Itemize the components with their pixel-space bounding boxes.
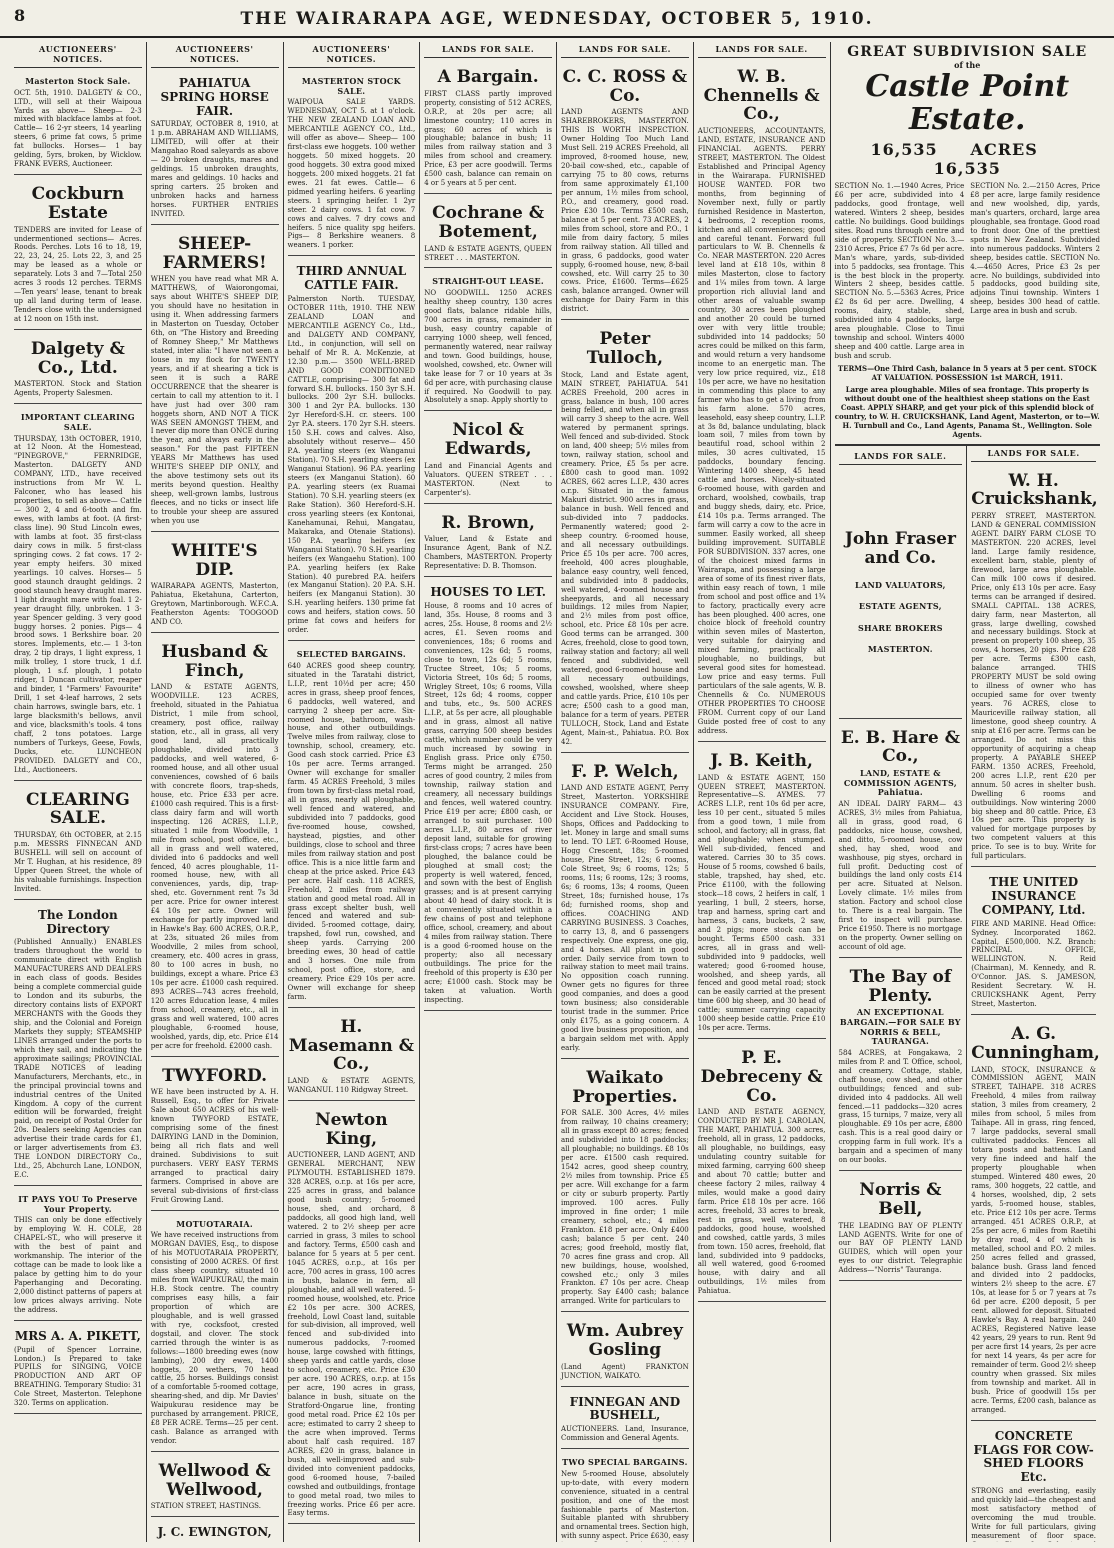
column-heading: LANDS FOR SALE. — [424, 42, 552, 58]
advertisement — [14, 72, 142, 175]
advertisement — [561, 1063, 689, 1312]
hare-ad — [839, 723, 963, 958]
ad-body: OCT. 5th, 1910. DALGETY & CO., LTD., will sell at their Waipoua Yards as above— Sheep— 2-3 mixed with blackface lambs at foot. Cattle— 16 2-yr steers, 14 yearling steers, 6 prime fat cows, 5 prime fat bullocks. Horses— 1 bay gelding, 5yrs, broken, by Wicklow. FRANK EVERS, Auctioneer. — [14, 88, 142, 169]
column-2 — [147, 42, 284, 1542]
ad-body: (Land Agent) FRANKTON JUNCTION, WAIKATO. — [561, 1362, 689, 1380]
sub-column-7 — [835, 446, 968, 1542]
ad-body: AUCTIONEERS. Land, Insurance, Commission and General Agents. — [561, 1425, 689, 1443]
ad-body: WHEN you have read what MR A. MATTHEWS, of Waiorongomai, says about WHITE'S SHEEP DIP, you should have no hesitation in using it. When addressing farmers in Masterton on Tuesday, October 6th, on "The History and Breeding of Romney Sheep," Mr Matthews stated, inter alia: "I have not seen a louse in my flock for TWENTY years, and if at shearing a tick is seen it is such a RARE OCCURRENCE that the shearer is certain to call my attention to it. I have just had over 300 ram hoggets shorn, AND NOT A TICK WAS SEEN AMONGST THEM, and I never dip more than ONCE during the year, and always early in the season." For the past FIFTEEN YEARS Mr Matthews has used WHITE'S SHEEP DIP ONLY, and the above testimony sets out its merits beyond question. Healthy sheep, well-grown lambs, lustrous fleeces, and no ticks or insect life to trouble your sheep are assured when you use — [150, 275, 279, 525]
ad-body: FOR SALE. 300 Acres, 4½ miles from railway, 10 chains creamery; all in grass except 80 acres; fenced and subdivided into 18 paddocks; all ploughable; no buildings. £8 10s per acre. £1500 cash required. 1542 acres, good sheep country, 2½ miles from township. Price £5 per acre. Will exchange for a farm or city or suburb property. Partly improved. 100 acres. Fully improved in fine order; 1 mile creamery, school, etc.; 4 miles Frankton. £18 per acre. Only £400 cash; balance 5 per cent. 240 acres; good freehold, mostly flat, 70 acres fine grass and crop. All new buildings, house, woolshed, cowshed etc.; only 3 miles Frankton. £7 10s per acre. Cheap property. Say £400 cash; balance arranged. Write for particulars to — [561, 1109, 689, 1306]
advertisement — [151, 229, 279, 532]
castle-point-section — [831, 42, 1105, 1542]
ad-title: Husband & Finch, — [161, 642, 268, 681]
ad-title: Nicol & Edwards, — [444, 420, 532, 460]
ad-body: LAND & ESTATE AGENTS, QUEEN STREET . . . MASTERTON. — [424, 244, 552, 262]
advertisement — [14, 1325, 142, 1414]
acres-right: 16,535 — [933, 159, 1001, 178]
fraser-line-1: LAND VALUATORS, — [855, 579, 946, 590]
advertisement — [424, 508, 552, 578]
advertisement — [971, 871, 1096, 1015]
advertisement — [288, 1105, 416, 1524]
column-1 — [10, 42, 147, 1542]
acres-word: ACRES — [970, 140, 1038, 159]
column-heading: LANDS FOR SALE. — [971, 446, 1096, 462]
ad-title: Cochrane & Botement, — [432, 203, 545, 242]
lands-heading-7: LANDS FOR SALE. — [839, 449, 963, 465]
ad-title: P. E. Debreceny & Co. — [700, 1048, 823, 1106]
ad-title: FINNEGAN AND BUSHELL, — [569, 1394, 681, 1423]
ad-body: LAND AND ESTATE AGENCY, CONDUCTED BY MR J. CAROLAN, THE MART, PAHIATUA. 300 acres, freehold, all in grass, 12 paddocks, all ploughable, no buildings, easy undulating country suitable for mixed farming, carrying 600 sheep and about 70 cattle; butter and cheese factory 2 miles, railway 4 miles, would make a good dairy farm. Price £18 10s per acre. 166 acres, freehold, 33 acres to break, rest in grass, well watered, 8 paddocks, good house, woolshed and cowshed, cattle yards, 3 miles from town. 150 acres, freehold, flat land, subdivided into 9 paddocks, all well watered, good 6-roomed house, with dairy and all outbuildings, 1½ miles from Pahiatua. — [697, 1108, 826, 1296]
ad-title: Masterton Stock Sale. — [25, 76, 131, 86]
ad-body: LAND & ESTATE AGENT, 150 QUEEN STREET, MASTERTON. Representative—S. AYMES. 77 ACRES L.I.P., rent 10s 6d per acre, less 10 per cent., situated 5 miles from a good town, 1 mile from school, and factory; all in grass, flat and ploughable; when stumped. Well sub-divided, fenced and watered. Carries 30 to 35 cows. House of 5 rooms, cowshed 6 bails, stable, trapshed, hay shed, etc. Price £1100, with the following stock—18 cows, 2 heifers in calf, 1 yearling, 1 bull, 2 steers, horse, trap and harness, spring cart and harness, 3 cans, buckets, 2 saw, and 2 pigs; more stock can be bought. Terms £500 cash. 331 acres, all in grass and well-subdivided into 9 paddocks, well watered; good 6-roomed house, woolshed, and sheep yards, all fenced and good metal road; stock can be easily carried at the present time 600 big sheep, and 30 head of cattle; summer carrying capacity 1000 sheep beside cattle. Price £10 10s per acre. Terms. — [697, 773, 826, 1033]
ad-title: W. B. Chennells & Co., — [703, 67, 820, 125]
ad-body: (Published Annually.) ENABLES traders throughout the world to communicate direct with English MANUFACTURERS AND DEALERS in each class of goods. Besides being a complete commercial guide to London and its suburbs, the directory contains lists of EXPORT MERCHANTS with the Goods they ship, and the Colonial and Foreign Markets they supply; STEAMSHIP LINES arranged under the ports to which they sail, and indicating the approximate sailings; PROVINCIAL TRADE NOTICES of leading Manufacturers, Merchants, etc., in the principal provincial towns and industrial centres of the United Kingdom. A copy of the current edition will be forwarded, freight paid, on receipt of Postal Order for 20s. Dealers seeking Agencies can advertise their trade cards for £1, or larger advertisements from £3. THE LONDON DIRECTORY Co., Ltd., 25, Abchurch Lane, LONDON, E.C. — [14, 938, 142, 1180]
advertisement — [151, 1061, 279, 1211]
column-4 — [420, 42, 557, 1542]
bay-sub: AN EXCEPTIONAL BARGAIN.—FOR SALE BY NORRIS & BELL, TAURANGA. — [839, 1007, 961, 1047]
ad-title: PAHIATUA SPRING HORSE FAIR. — [160, 76, 269, 118]
advertisement — [14, 1190, 142, 1321]
banner-sections-b: SECTION No. 2.—2150 Acres, Price £8 per acre, large family residence and new woolshed, dip, yards, man's quarters, orchard, large area ploughable, sea frontage. Good road to front door. One of the prettiest spots in New Zealand. Subdivided into numerous paddocks. Winters 2 sheep, besides cattle. SECTION No. 4.—4650 Acres, Price £3 2s per acre. No buildings, subdivided into 5 paddocks, good building site, adjoins Tinui township. Winters 1 sheep, besides 300 head of cattle. Large area in bush and scrub. — [970, 182, 1100, 316]
ad-body: Valuer, Land & Estate and Insurance Agent, Bank of N.Z. Chambers, MASTERTON. Property Representative: D. B. Thomson. — [424, 535, 552, 571]
ad-body: PERRY STREET, MASTERTON. LAND & GENERAL COMMISSION AGENT. DAIRY FARM CLOSE TO MASTERTON. 220 ACRES, level land. Large family residence, excellent barn, stable, plenty of firewood, large area ploughable. Can milk 100 cows if desired. Price, only £13 10s per acre. Easy terms can be arranged if desired. SMALL CAPITAL. 138 ACRES, dairy farm, near Masterton, all grass, large dwelling, cowshed and necessary buildings. Stock at present on property 100 sheep, 35 cows, 4 horses, 20 pigs. Price £28 per acre. Terms £300 cash, balance arranged. THIS PROPERTY MUST be sold owing to illness of owner who has occupied same for over twenty years. 76 ACRES, close to Mauriceville railway station, all limestone, good sheep country. A snip at £16 per acre. Terms can be arranged. Do not miss this opportunity of acquiring a cheap property. A PAYABLE SHEEP FARM. 1350 ACRES, Freehold, 200 acres L.I.P., rent £20 per annum. 50 acres in shelter bush. Dwelling 6 rooms and outbuildings. Now wintering 2000 big sheep and 80 cattle. Price, £3 10s per acre. This property is valued for mortgage purposes by two competent valuers at this price. To see is to buy. Write for full particulars. — [971, 512, 1096, 861]
ad-title: HOUSES TO LET. — [430, 585, 546, 600]
ad-title: Peter Tulloch, — [586, 329, 664, 368]
ad-body: WAIPOUA SALE YARDS. WEDNESDAY, OCT 5. at 1 o'clock. THE NEW ZEALAND LOAN AND MERCANTILE AGENCY CO., Ltd., will offer as above— Sheep— 100 first-class ewe hoggets. 100 wether hoggets. 50 mixed hoggets. 20 good hoggets. 30 extra good mixed hoggets. 200 mixed hoggets. 21 fat ewes. 21 fat ewes. Cattle— 6 pidmed yearling heifers. 6 yearling steers. 1 springing heifer. 1 2yr steer. 2 dairy cows. 1 fat cow. 7 cows and calves. 7 dry cows and heifers. 5 nice quality spg heifers. Pigs— 8 Berkshire weaners. 8 weaners. 1 porker. — [287, 98, 416, 250]
hare-sub: LAND, ESTATE & COMMISSION AGENTS, Pahiatua. — [843, 768, 957, 798]
ad-title: C. C. ROSS & Co. — [562, 67, 688, 106]
ad-title: IT PAYS YOU To Preserve Your Property. — [18, 1194, 138, 1214]
ad-title: MASTERTON STOCK SALE. — [301, 76, 401, 96]
advertisement — [151, 637, 279, 1056]
advertisement — [14, 179, 142, 330]
advertisement — [151, 72, 279, 225]
advertisement — [424, 415, 552, 503]
column-heading: LANDS FOR SALE. — [561, 42, 689, 58]
ad-body: AUCTIONEER, LAND AGENT, AND GENERAL MERCHANT, NEW PLYMOUTH. ESTABLISHED 1879. 328 ACRES, o.r.p. at 16s per acre, 225 acres in grass, and balance good bush country; 5-roomed house, shed, and orchard, 8 paddocks, all good high land, well watered. 2 to 2½ sheep per acre carried in grass, 3 miles to school and factory. Terms, £500 cash and balance for 5 years at 5 per cent. 1045 ACRES, o.r.p., at 16s per acre, 700 acres in grass, 100 acres in bush, balance in fern, all ploughable, and all well watered. 5-roomed house, woolshed, etc. Price £2 10s per acre. 300 ACRES, freehold, Lowl Coast land, suitable for sub-division, all improved, well fenced and sub-divided into numerous paddocks, 7-roomed house, large cowshed with fittings, sheep yards and cattle yards, close to school, creamery, etc. Price £30 per acre. 190 ACRES, o.r.p. at 15s per acre, 190 acres in grass, balance in bush, situate on the Stratford-Ongarue line, fronting good metal road. Price £2 10s per acre; estimated to carry 2 sheep to the acre when improved. Terms about half cash required. 187 ACRES, £20 in grass, balance in bush, all well-improved and sub-divided into convenient paddocks, good 6-roomed house, 7-bailed cowshed and outbuildings, frontage to good metal road, two miles to freezing works. Price £6 per acre. Easy terms. — [287, 1151, 416, 1518]
ad-title: Newton King, — [315, 1109, 388, 1149]
ad-body: SATURDAY, OCTOBER 8, 1910, at 1 p.m. ABRAHAM AND WILLIAMS, LIMITED, will offer at their Mangahao Road saleyards as above— 20 broken draughts, mares and geldings. 15 unbroken draughts, mares and geldings. 10 hacks and spring carters. 25 broken and unbroken hacks and harness horses. FURTHER ENTRIES INVITED. — [150, 120, 279, 218]
ad-title: A. G. Cunningham, — [971, 1024, 1100, 1063]
advertisement — [424, 198, 552, 268]
ad-body: MASTERTON. Stock and Station Agents, Property Salesmen. — [14, 380, 142, 398]
ad-body: (Pupil of Spencer Lorraine, London.) Is Prepared to take PUPILS for SINGING, VOICE PRODUCTION AND ART OF BREATHING. Temporary Studio: 31 Cole Street, Masterton. Telephone 320. Terms on application. — [14, 1345, 142, 1408]
advertisement — [151, 536, 279, 633]
fraser-line-4: MASTERTON. — [867, 644, 933, 655]
ad-body: Palmerston North. TUESDAY, OCTOBER 11th, 1910. THE NEW ZEALAND LOAN and MERCANTILE AGENCY Co., Ltd., and DALGETY AND COMPANY, Ltd., in conjunction, will sell on behalf of Mr R. A. McKenzie, at 12.30 p.m.— 3500 WELL-BRED AND GOOD CONDITIONED CATTLE, comprising— 300 fat and forward S.H. bullocks. 150 3yr S.H. bullocks. 200 2yr S.H. bullocks. 300 1 and 2yr P.A. bullocks. 130 2yr Hereford-S.H. cr. steers. 100 2yr P.A. steers. 170 2yr S.H. steers. 150 S.H. cows and calves. Also, absolutely without reserve— 450 P.A. yearling steers (ex Wanganui Station). 70 S.H. yearling steers (ex Wanganui Station). 96 P.A. yearling steers (ex Manganui Station). 60 P.A. yearling steers (ex Ruamai Station). 70 S.H. yearling steers (ex Rake Station). 360 Hereford-S.H. cross yearling steers (ex Kontonai, Kanehamunai, Rehui, Mangatau, Makaraka, and Otenaie Stations). 150 P.A. yearling heifers (ex Wanganui Station). 70 S.H. yearling heifers (ex Wangaehu Station). 100 P.A. yearling heifers (ex Rake Station). 40 purebred P.A. heifers (ex Manganui Station). 20 P.A. S.H. heifers (ex Manganui Station). 30 S.H. yearling heifers. 130 prime fat cows and heifers, station cows. 50 prime fat cows and heifers for order. — [287, 294, 416, 635]
ad-body: WAIRARAPA AGENTS, Masterton, Pahiatua, Eketahuna, Carterton, Greytown, Martinborough. W.F.C.A. Featherston Agents: TOOGOOD AND CO. — [150, 582, 279, 627]
bay-title: The Bay of Plenty. — [849, 967, 952, 1006]
advertisement — [14, 904, 142, 1186]
advertisement — [151, 1521, 279, 1542]
ad-title: MOTUOTARAIA. — [176, 1218, 253, 1229]
advertisement — [561, 324, 689, 752]
advertisement — [698, 746, 826, 1039]
ad-title: MRS A. A. PIKETT, — [14, 1328, 141, 1343]
ad-title: J. B. Keith, — [710, 750, 813, 771]
ad-title: F. P. Welch, — [571, 761, 679, 782]
column-heading: AUCTIONEERS' NOTICES. — [151, 42, 279, 68]
banner-title-top: GREAT SUBDIVISION SALE — [847, 44, 1088, 60]
ad-body: FIRE AND MARINE. Head Office: Sydney. Incorporated 1862. Capital, £500,000. N.Z. Branch: PRINCIPAL OFFICE, WELLINGTON. N. Reid (Chairman), M. Kennedy, and R. O'Connor. JAS. S. JAMESON, Resident Secretary. W. H. CRUICKSHANK Agent, Perry Street, Masterton. — [971, 919, 1096, 1009]
ad-title: Wm. Aubrey Gosling — [566, 1321, 683, 1361]
ad-body: THIS can only be done effectively by employing W. H. COLE, 28 CHAPEL-ST., who will preserve it with the best of paint and workmanship. The interior of the cottage can be made to look like a palace by getting him to do your Paperhanging and Decorating. 2,000 distinct patterns of papers at low prices always arriving. Note the address. — [14, 1216, 142, 1314]
newspaper-title: THE WAIRARAPA AGE, WEDNESDAY, OCTOBER 5, 1910. — [240, 9, 874, 29]
bay-text: 584 ACRES, at Fongakawa, 2 miles from P. and T. Office, school, and creamery. Cottage, stable, chaff house, cow shed, and other outbuildings; fenced and sub-divided into 4 paddocks. All well fenced.—11 paddocks—320 acres grass, 15 turnips, 7 maize, very all ploughable. £9 10s per acre, £800 cash. This is a real good dairy or cropping farm in full work. It's a bargain and a specimen of many on our books. — [838, 1048, 963, 1165]
column-5 — [557, 42, 694, 1542]
advertisement — [288, 645, 416, 1008]
advertisement — [561, 1316, 689, 1386]
acres-row — [835, 140, 1101, 178]
norris-ad — [839, 1175, 963, 1281]
fraser-line-2: ESTATE AGENTS, — [858, 601, 942, 612]
page-number: 8 — [14, 6, 26, 25]
ad-body: LAND AND ESTATE AGENT, Perry Street, Masterton. YORKSHIRE INSURANCE COMPANY. Fire, Accident and Live Stock. Houses, Shops, Offices and Paddocking to let. Money in large and small sums to lend. TO LET. 6-Roomed House, Hogg Crescent, 18s; 5-roomed house, Pine Street, 12s; 6 rooms, Cole Street, 9s; 6 rooms, 12s; 5 rooms, 11s; 6 rooms, 12s; 3 rooms, 6s; 6 rooms, 13s; 4 rooms, Queen Street, 18s; furnished house, 17s 6d; furnished rooms, shop and offices. COACHING AND CARRYING BUSINESS. 3 Coaches, to carry 13, 8, and 6 passengers respectively. One express, one gig, and 4 horses. All plant in good order. Daily service from town to railway station to meet mail trains. No opposition coach running. Owner gets no figures for three good companies, and does a good town business; also considerable tourist trade in the summer. Price only £175, as a going concern. A good live business proposition, and a bargain seldom met with. Apply early. — [561, 784, 689, 1053]
advertisement — [14, 334, 142, 404]
advertisement — [561, 757, 689, 1059]
norris-title: Norris & Bell, — [859, 1180, 942, 1219]
advertisement — [151, 1215, 279, 1452]
advertisement — [698, 1043, 826, 1302]
ad-body: LAND & ESTATE AGENTS, WOODVILLE. 123 ACRES, freehold, situated in the Pahiatua District, 1 mile from school, creamery, post office, railway station, etc., all in grass, all very good land, all practically ploughable, divided into 3 paddocks, and well watered, 6-roomed house, and all other usual conveniences, cowshed of 6 bails with concrete floors, trap-sheds, house, etc. Price £33 per acre. £1000 cash required. This is a first-class dairy farm and will worth inspecting. 126 ACRES, L.I.P., situated 1 mile from Woodville, 1 mile from school, post office, etc., all in grass and well watered, divided into 6 paddocks and well fenced, 40 acres ploughable, 11-roomed house, new, with all conveniences, yards, dip, trap-shed, etc. Government rent 7s 3d per acre. Price for owner interest £4 10s per acre. Owner will exchange for partly improved land in Hawke's Bay. 600 ACRES, O.R.P., at 23s, situated 26 miles from Woodville, 2 miles from school, creamery, etc. 400 acres in grass, 80 to 100 acres in bush, no buildings, except a whare. Price £3 10s per acre. £1000 cash required. 893 ACRES—743 acres freehold, 120 acres Education lease, 4 miles from school, creamery, etc., all in grass and well watered, 100 acres ploughable, 6-roomed house, woolshed, yards, dip, etc. Price £14 per acre for freehold. £2000 cash. — [150, 683, 279, 1050]
advertisement — [561, 1453, 689, 1542]
column-heading: LANDS FOR SALE. — [698, 42, 826, 58]
advertisement — [561, 62, 689, 320]
ad-body: Stock, Land and Estate agent, MAIN STREET, PAHIATUA. 541 ACRES Freehold, 200 acres in grass, balance in bush, 100 acres being felled, and when all in grass will carry 3 sheep to the acre. Well watered by permanent springs. Well fenced and sub-divided. Stock on land, 400 sheep; 5½ miles from town, railway station, school and creamery. Price, £5 5s per acre. £800 cash to good man. 1092 ACRES, 662 acres L.I.P., 430 acres o.r.p. Situated in the famous Makuri district. 900 acres in grass, balance in bush. Well fenced and sub-divided into 7 paddocks. Permanently watered; good 2-sheep country. 6-roomed house, and all necessary outbuildings. Price £5 10s per acre. 700 acres, freehold, 400 acres ploughable, balance easy country, well fenced, and subdivided into 8 paddocks, well watered, 4-roomed house and sheepyards, and all necessary buildings. 12 miles from Napier, and 2½ miles from post office, school, etc. Price £8 10s per acre. Good terms can be arranged. 300 Acres, freehold, close to good town, railway station and factory; all well fenced and subdivided, well watered, good 6-roomed house and all necessary outbuildings, cowshed, woolshed, where sheep and cattle yards. Price, £10 10s per acre; £500 cash to a good man, balance for a term of years. PETER TULLOCH, Stock, Land and Estate Agent, Main-st., Pahiatua. P.O. Box 42. — [561, 370, 689, 746]
ad-body: STRONG and everlasting, easily and quickly laid—the cheapest and most satisfactory method of overcoming the mud trouble. Write for full particulars, giving measurement of floor space. — [971, 1486, 1096, 1540]
advertisement — [698, 62, 826, 742]
banner-of: of the — [954, 60, 981, 70]
ad-body: We have received instructions from MORGAN DAVIES, Esq., to dispose of his MOTUOTARAIA PROPERTY, consisting of 2000 ACRES. Of first class sheep country, situated 10 miles from WAIPUKURAU, the main H.B. Stock centre. The country comprises easy hills, a fair proportion of which are ploughable, and is well grassed with rye, cocksfoot, crested dogstail, and clover. The stock carried through the winter is as follows:—1800 breeding ewes (now lambing), 200 dry ewes, 1400 hoggets, 20 wethers, 70 head cattle, 25 horses. Buildings consist of a comfortable 5-roomed cottage, shearing-shed, and dip. Mr Davies' Waipukurau residence may be purchased by arrangement. PRICE, £8 PER ACRE. Terms—25 per cent. cash. Balance as arranged with vendor. — [150, 1231, 279, 1446]
ad-title: Dalgety & Co., Ltd. — [30, 339, 125, 378]
norris-text: THE LEADING BAY OF PLENTY LAND AGENTS. Write for one of our BAY OF PLENTY LAND GUIDES, which will open your eyes to our district. Telegraphic Address—"Norris" Tauranga. — [838, 1221, 963, 1275]
ad-body: New 5-roomed House, absolutely up-to-date, with every modern convenience, situated in a central position, and one of the most fashionable parts of Masterton. Suitable planted with shrubbery and ornamental trees. Section high, with sunny aspect. Price £630, easy — [561, 1469, 689, 1541]
fraser-title: John Fraser and Co. — [844, 529, 956, 568]
columns — [10, 42, 1104, 1542]
ad-title: THIRD ANNUAL CATTLE FAIR. — [296, 264, 407, 293]
ad-title: W. H. Cruickshank, — [971, 470, 1098, 510]
ad-title: TWO SPECIAL BARGAINS. — [562, 1457, 688, 1468]
ad-body: NO GOODWILL. 1250 ACRES healthy sheep country, 130 acres good flats, balance ridable hills, 700 acres in grass, remainder in bush, easy country capable of carrying 1000 sheep, well fenced, permanently watered, near railway and town. Good buildings, house, woolshed, cowshed, etc. Owner will take lease for 7 or 10 years at 3s 6d per acre, with purchasing clause if required. No Goodwill to pay. Absolutely a snap. Apply shortly to — [424, 289, 552, 405]
masthead — [0, 0, 1114, 38]
ad-body: House, 8 rooms and 10 acres of land, 35s. House, 8 rooms and 3 acres, 25s. House, 8 rooms and 2½ acres, £1. Seven rooms and conveniences, 18s; 6 rooms and conveniences, 12s 6d; 5 rooms, close to town, 12s 6d; 5 rooms, Tructee Street, 10s; 5 rooms, Victoria Street, 10s 6d; 5 rooms, Wrigley Street, 10s; 6 rooms, Villa Street, 12s 6d; 4 rooms, copper and tubs, etc., 9s. 500 ACRES L.I.P., at 5s per acre, all ploughable and in grass, almost all native grass, carrying 500 sheep besides cattle, which number could be very much increased by sowing in English grass. Price only £750. Terms might be arranged. 250 acres of good country, 2 miles from township, railway station and creamery, all necessary buildings and fences, well watered country. Price £19 per acre; £800 cash, or arranged to suit purchaser. 100 acres L.I.P., 80 acres of river deposit land, suitable for growing first-class crops; 7 acres have been ploughed, the balance could be ploughed at small cost; the property is well watered, fenced, and sown with the best of English grasses; and is at present carrying about 40 head of dairy stock. It is at conveniently situated within a few chains of post and telephone office, school, creamery, and about 4 miles from railway station. There is a good 6-roomed house on the property; also all necessary outbuildings. The price for the freehold of this property is £30 per acre; £1000 cash. Stock may be taken at valuation. Worth inspecting. — [424, 601, 552, 1004]
column-heading: AUCTIONEERS' NOTICES. — [288, 42, 416, 68]
ad-title: THE UNITED INSURANCE COMPANY, Ltd. — [981, 875, 1086, 917]
sub-column-8 — [967, 446, 1100, 1542]
banner-footer: Large area ploughable. Miles of sea frontage. This property is without doubt one of the healthiest sheep stations on the East Coast. APPLY SHARP, and get your pick of this splendid block of country, to W. H. CRUICKSHANK, Land Agent, Masterton, or to—W. H. Turnbull and Co., Land Agents, Panama St., Wellington. Sole Agents. — [834, 384, 1100, 439]
ad-title: CONCRETE FLAGS FOR COW-SHED FLOORS Etc. — [973, 1428, 1094, 1485]
ad-body: Land and Financial Agents and Valuators. QUEEN STREET . . . MASTERTON. (Next to Carpenter's). — [424, 461, 552, 497]
advertisement — [561, 1391, 689, 1450]
castle-point-banner — [835, 44, 1101, 446]
column-6 — [694, 42, 831, 1542]
ad-body: LAND & ESTATE AGENTS, WANGANUI. 110 Ridgway Street. — [287, 1077, 416, 1095]
banner-terms: TERMS—One Third Cash, balance in 5 years at 5 per cent. STOCK AT VALUATION. POSSESSION 1st MARCH, 1911. — [837, 364, 1097, 383]
column-heading: AUCTIONEERS' NOTICES. — [14, 42, 142, 68]
ad-title: TWYFORD. — [162, 1065, 268, 1086]
advertisement — [288, 260, 416, 641]
advertisement — [971, 1019, 1100, 1421]
ad-title: J. C. EWINGTON, — [157, 1525, 272, 1540]
ad-body: STATION STREET, HASTINGS. — [150, 1502, 261, 1511]
ad-body: FIRST CLASS partly improved property, consisting of 512 ACRES, O.R.P., at 20s per acre; all limestone country; 110 acres in grass; 60 acres of which is ploughable; balance in bush; 11 miles from railway station and 3 miles from school and creamery. Price, £3 per acre goodwill. Terms £500 cash, balance can remain on 4 or 5 years at 5 per cent. — [424, 89, 552, 188]
ad-title: Waikato Properties. — [572, 1067, 678, 1107]
ad-title: A Bargain. — [437, 67, 539, 87]
ad-title: Wellwood & Wellwood, — [158, 1461, 271, 1500]
advertisement — [14, 408, 142, 780]
ad-title: CLEARING SALE. — [25, 789, 130, 829]
column-3 — [284, 42, 421, 1542]
ad-body: THURSDAY, 13th OCTOBER, 1910, at 12 Noon. At the Homestead, "PINEGROVE," FERNRIDGE, Masterton. DALGETY AND COMPANY, LTD., have received instructions from Mr W. L. Falconer, who has leased his properties, to sell as above— Cattle— 300 2, 4 and 6-tooth and fm. ewes, with lambs at foot. (A first-class line). 90 Stud Lincoln ewes, with lambs at foot. 35 first-class dairy cows in milk. 5 first-class springing cows. 2 fat cows. 17 2-year empty heifers. 30 mixed yearlings. 10 calves. Horses— 5 good staunch draught geldings. 2 good staunch heavy draught mares. 1 light draught mare with foal. 1 2-year draught filly, unbroken. 1 3-year Spencer gelding. 3 very good buggy horses. 2 ponies. Pigs— 4 brood sows. 1 Berkshire boar. 20 stores. Implements, etc.— 1 3-ton dray, 2 tip drays, 1 light express, 1 milk trolley, 1 store truck, 1 d.f. plough, 1 s.f. plough, 1 potato ridger, 1 Duncan cultivator, reaper and binder, 1 "Farmers' Favourite" Drill, 1 set 4-leaf harrows, 2 sets chain harrows, swingle bars, etc. 1 large blacksmith's bellows, anvil and vice, blacksmith's tools. 4 tons chaff, 2 tons potatoes. Large numbers of Turkeys, Geese, Fowls, Ducks, etc. LUNCHEON PROVIDED. DALGETY and CO., Ltd., Auctioneers. — [14, 434, 142, 774]
fraser-ad — [839, 469, 963, 719]
banner-title-main: Castle Point Estate. — [865, 69, 1070, 137]
ad-title: The London Directory — [37, 907, 118, 936]
hare-text: AN IDEAL DAIRY FARM— 43 ACRES, 3½ miles from Pahiatua, all in grass, good road, 6 paddocks, nice house, cowshed, and ditto, 5-roomed house, cow shed, hay shed, wood and washhouse, pig styes, orchard in full profit. Deducting cost of buildings the land only costs £14 per acre. Situated at Nelson. Lovely climate. 1½ miles from station. Factory and school close to. There is a real bargain. The first to inspect will purchase. Price £1950. There is no mortgage on the property. Owner selling on account of old age. — [838, 799, 963, 952]
advertisement — [288, 72, 416, 256]
advertisement — [288, 1012, 416, 1101]
ad-title: R. Brown, — [441, 512, 535, 533]
ad-title: IMPORTANT CLEARING SALE. — [20, 412, 135, 432]
banner-sections-a: SECTION No. 1.—1940 Acres, Price £6 per acre, subdivided into 4 paddocks, good frontage, well watered. Winters 2 sheep, besides cattle. No buildings. Good buildings sites. Road runs through centre and side of property. SECTION No. 3.—2310 Acres, Price £7 7s 6d per acre. Man's whare, yards, sub-divided into 5 paddocks, sea frontage. This is the best block in the property. Winters 2 sheep, besides cattle. SECTION No. 5.—5363 Acres, Price £2 8s 6d per acre. Dwelling, 4 rooms, dairy, stable, shed, subdivided into 4 paddocks, large area ploughable. Close to Tinui township and school. Winters 4000 sheep and 400 cattle. Large area in bush and scrub. — [834, 182, 965, 361]
ad-title: WHITE'S DIP. — [171, 540, 258, 580]
ad-body: LAND, STOCK, INSURANCE & COMMISSION AGENT, MAIN STREET, TAIHAPE. 318 ACRES Freehold, 4 miles from railway station, 3 miles from creamery, 2 miles from school, 5 miles from Taihape. All in grass, ring fenced, 7 large paddocks, several small cultivated paddocks. Fences all totara posts and battens. Land very fine indeed and half the property ploughable when stumped. Wintered 480 ewes, 20 rams, 300 hoggets, 22 cattle, and 4 horses, woolshed, dip, 2 sets yards, 5-roomed house, stables, etc. Price £12 10s per acre. Terms arranged. 451 ACRES O.R.P., at 25s per acre, 6 miles from Raetihi by dray road, 4 of which is metalled, school and P.O. 2 miles. 250 acres felled and grassed, balance bush. Grass land fenced and divided into 2 paddocks, winters 2½ sheep to the acre. £7 10s, at lease for 5 or 7 years at 7s 6d per acre. £200 deposit, 5 per cent. allowed for deposit. Situated Hawke's Bay. A real bargain. 240 ACRES, Registered Native lease 42 years, 29 years to run. Rent 9d per acre first 14 years, 2s per acre for next 14 years, 4s per acre for remainder of term. Good 2½ sheep country when grassed. Six miles from township and market. All in bush. Price of goodwill 15s per acre. Terms, £200 cash, balance as arranged. — [971, 1065, 1096, 1414]
ad-body: AUCTIONEERS, ACCOUNTANTS, LAND, ESTATE, INSURANCE AND FINANCIAL AGENTS. PERRY STREET, MASTERTON. The Oldest Established and Principal Agency in the Wairarapa. FURNISHED HOUSE WANTED. FOR two months, from beginning of November next, fully or partly furnished Residence in Masterton, 4 bedrooms, 2 reception rooms, kitchen and all conveniences; good and careful tenant. Forward full particulars to W. B. Chennells & Co. NEAR MASTERTON. 220 Acres level land at £18 10s, within 8 miles Masterton, close to factory and 1¼ miles from town. A large proportion rich alluvial land and other areas of valuable swamp country, 30 acres been ploughed and another 20 could be turned over with very little trouble; subdivided into 14 paddocks; 50 acres could be milked on this farm, and would return a very handsome income to an energetic man. The very low price required, viz., £18 10s per acre, we have no hesitation in commending this place to any farmer who has to get a living from his farm alone. 570 acres, leasehold, easy sheep country, L.I.P. at 3s 8d, balance undulating, black loam soil, 7 miles from town by beautiful road, school within 2 miles, 30 acres cultivated, 15 paddocks, boundary fencing. Wintering 1400 sheep, 45 head cattle and horses. Nicely-situated 6-roomed house, with garden and orchard, woolshed, cowbails, trap and buggy sheds, dairy, etc. Price, £14 10s p.a. Terms arranged. The farm will carry a cow to the acre in summer. Easily worked, all sheep building improvement. SUITABLE FOR SUBDIVISION. 337 acres, one of the choicest mixed farms in Wairarapa, and possessing a large area of some of its finest river flats, within easy reach of town, 1 mile from school and post office and 1¾ to factory, practically every acre has been ploughed. 400 acres, one choice block of freehold country within seven miles of Masterton, very suitable for dairying and mixed farming, practically all ploughable, no buildings, but several good sites for homestead. Low price and easy terms. Full particulars of the sale agents, W. B. Chennells & Co. NUMEROUS OTHER PROPERTIES TO CHOOSE FROM. Current copy of our Land Guide posted free of cost to any address. — [697, 127, 826, 735]
advertisement — [971, 466, 1096, 868]
advertisement — [424, 272, 552, 411]
advertisement — [424, 62, 552, 194]
advertisement — [424, 581, 552, 1011]
ad-title: STRAIGHT-OUT LEASE. — [432, 276, 544, 287]
ad-body: LAND AGENTS AND SHAREBROKERS, MASTERTON. THIS IS WORTH INSPECTION. Owner Holding Too Much Land Must Sell. 219 ACRES Freehold, all improved, 8-roomed house, new, 20-bail cow-shed, etc., capable of carrying 75 to 80 cows, returns from same approximately £1,100 per annum, 1½ miles from school, P.O., and creamery, good road. Price £30 10s. Terms £500 cash, balance at 5 per cent. 73 ACRES, 2 miles from school, store and P.O., 1 mile from dairy factory, 5 miles from railway station. All tilled and in grass, 6 paddocks, good water supply, 6-roomed house, new, 8-bail cowshed, etc. Will carry 25 to 30 cows. Price, £1600. Terms—£625 cash, balance arranged. Owner will exchange for Dairy Farm in this district. — [561, 108, 689, 314]
bay-ad — [839, 962, 963, 1171]
ad-body: TENDERS are invited for Lease of undermentioned sections— Acres. Roods. Perches. Lots 16 to 18, 19, 22, 23, 24, 25. Lots 22, 3, and 25 may be leased as a whole or separately. Lots 3 and 7—Total 250 acres 3 roods 12 perches. TERMS—Ten years' lease, tenant to break up all land during term of lease. Tenders close with the undersigned at 12 noon on 15th inst. — [14, 225, 142, 324]
advertisement — [14, 785, 142, 900]
ad-body: THURSDAY, 6th OCTOBER, at 2.15 p.m. MESSRS FINNECAN AND BUSHELL will sell on account of Mr T. Hughan, at his residence, 89 Upper Queen Street, the whole of his valuable furnishings. Inspection Invited. — [14, 831, 142, 893]
advertisement — [151, 1456, 279, 1517]
ad-title: Cockburn Estate — [31, 184, 125, 223]
fraser-line-3: SHARE BROKERS — [857, 622, 943, 633]
ad-body: 640 ACRES good sheep country, situated in the Taratahi district, L.I.P., rent 10½d per acre; 450 acres in grass, sheep proof fences, 6 paddocks, well watered, and carrying 2 sheep per acre. Six-roomed house, bathroom, wash-house, and other outbuildings. Twelve miles from railway, close to township, school, creamery, etc. Good cash stock carried. Price £3 10s per acre. Terms arranged. Owner will exchange for smaller farm. 45 ACRES Freehold, 3 miles from town by first-class metal road, all in grass, nearly all ploughable, well fenced and watered, and subdivided into 7 paddocks, good five-roomed house, cowshed, haystead, pigsties, and other buildings, close to school and three miles from railway station and post office. This is a nice little farm and cheap at the price asked. Price £43 per acre. Half cash. 118 ACRES, Freehold, 2 miles from railway station and good metal road. All in grass except shelter bush, well fenced and watered and sub-divided. 5-roomed cottage, dairy, trapshed, fowl run, cowshed, and sheep yards. Carrying 200 breeding ewes, 30 head of cattle and 3 horses. One mile from school, post office, store, and creamery. Price £29 10s per acre. Owner will exchange for sheep farm. — [287, 661, 416, 1002]
acres-left: 16,535 — [870, 140, 938, 159]
ad-body: WE have been instructed by A. H. Russell, Esq., to offer for Private Sale about 650 ACRES of his well-known TWYFORD ESTATE, comprising some of the finest DAIRYING LAND in the Dominion, being all rich flats and well drained. Subdivisions to suit purchasers. VERY EASY TERMS arranged to practical dairy farmers. Comprised in above are several sub-divisions of first-class Fruit Growing Land. — [150, 1088, 279, 1204]
ad-title: SHEEP-FARMERS! — [162, 233, 267, 273]
advertisement — [971, 1425, 1096, 1542]
ad-title: H. Masemann & Co., — [288, 1017, 414, 1075]
ad-title: SELECTED BARGAINS. — [296, 649, 406, 660]
hare-title: E. B. Hare & Co., — [840, 727, 960, 767]
